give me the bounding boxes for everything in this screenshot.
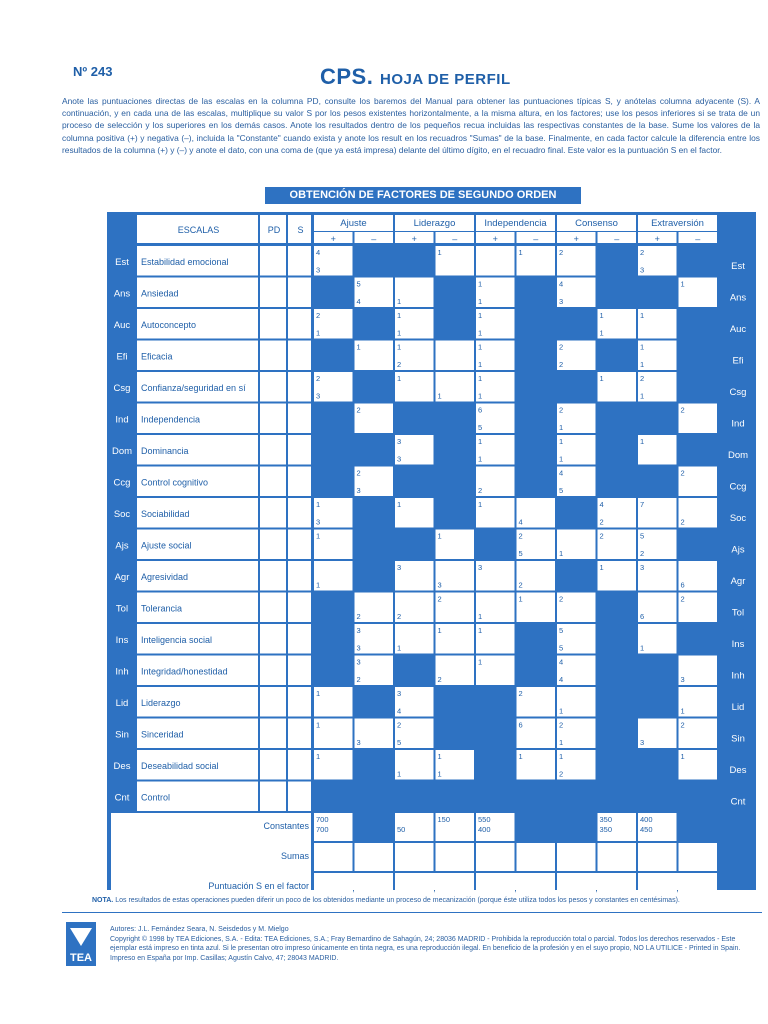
weight-upper: 1 — [478, 437, 483, 446]
weight-upper: 2 — [518, 531, 523, 541]
plus-header: + — [330, 234, 336, 244]
weight-upper: 1 — [437, 531, 442, 541]
form-number: Nº 243 — [73, 64, 113, 79]
weight-upper: 2 — [356, 468, 361, 478]
s-cell — [288, 561, 311, 591]
weight-lower: 2 — [356, 612, 361, 621]
weight-upper: 1 — [518, 752, 523, 761]
weight-upper: 1 — [640, 342, 645, 352]
weight-upper: 1 — [356, 342, 361, 352]
instructions: Anote las puntuaciones directas de las escalas en la columna PD, consulte los baremos del Manual para obtener las puntuaciones típicas S, y anótelas columna adyacente (S). A continuación, y en cada una de las escalas, multiplique su valor S por los pesos existentes horizontalmente, a la misma altura, en los factores; use los pesos inferiores si se trata de un proceso de selección y los superiores en los demás casos. Anote los resultados dentro de los pequeños recua incluidas las respectivas constantes de la base. Sume los valores de la columna positiva (+) y negativa (–), incluida la "Constante" cuando exista y anote los result en los recuadros "Sumas" de la base. Finalmente, en cada factor calcule la diferencia entre los resultados de la columna (+) y (–) y anote el dato, con una coma de (que ya está impresa) delante del último dígito, en el recuadro final. Este valor es la puntuación S en el factor. — [62, 96, 760, 155]
weight-upper: 1 — [559, 437, 564, 446]
row-code-right: Lid — [731, 701, 745, 713]
weight-upper: 3 — [397, 437, 402, 446]
header-escalas: ESCALAS — [177, 225, 220, 235]
weight-lower: 1 — [478, 297, 483, 306]
factor-header-2: Independencia — [484, 218, 547, 229]
row-code-left: Tol — [115, 603, 129, 615]
weight-upper: 1 — [478, 500, 483, 509]
tea-logo — [66, 922, 96, 966]
plus-header: + — [492, 234, 498, 244]
row-name: Tolerancia — [141, 603, 183, 614]
plus-header: + — [573, 234, 579, 244]
weight-lower: 1 — [478, 454, 483, 464]
weight-upper: 2 — [640, 374, 645, 383]
pd-cell — [260, 309, 286, 339]
title-sub: HOJA DE PERFIL — [379, 71, 511, 88]
row-name: Autoconcepto — [141, 319, 197, 330]
row-name: Deseabilidad social — [141, 760, 219, 771]
s-cell — [288, 624, 311, 654]
sum-cell — [355, 843, 394, 871]
weight-lower: 4 — [356, 297, 361, 306]
weight-upper: 2 — [559, 342, 564, 352]
weight-upper: 7 — [640, 500, 645, 509]
weight-upper: 1 — [316, 720, 321, 730]
s-cell — [288, 467, 311, 497]
row-name: Dominancia — [141, 445, 189, 456]
weight-lower: 5 — [478, 423, 483, 432]
row-name: Eficacia — [141, 351, 173, 362]
pd-cell — [260, 246, 286, 276]
row-code-left: Sin — [115, 729, 129, 741]
weight-upper: 2 — [640, 248, 645, 257]
factor-header-1: Liderazgo — [413, 218, 456, 229]
weight-upper: 5 — [356, 279, 361, 289]
sumas-label: Sumas — [280, 851, 309, 861]
weight-lower: 2 — [640, 549, 645, 558]
minus-header: – — [533, 234, 539, 244]
weight-lower: 3 — [397, 454, 402, 464]
weight-lower: 1 — [640, 391, 645, 401]
pd-cell — [260, 404, 286, 434]
pd-cell — [260, 435, 286, 465]
weight-lower: 2 — [518, 580, 523, 590]
note-label: NOTA. — [92, 897, 114, 904]
weight-cell — [476, 246, 515, 276]
credits — [110, 925, 760, 963]
weight-lower: 1 — [680, 706, 685, 716]
row-name: Sinceridad — [141, 729, 184, 740]
row-code-right: Cnt — [730, 796, 746, 808]
weight-lower: 2 — [478, 486, 483, 495]
weight-upper: 3 — [640, 563, 645, 572]
weight-lower: 1 — [397, 297, 402, 306]
row-code-right: Sin — [731, 733, 745, 745]
row-name: Sociabilidad — [141, 508, 190, 519]
row-code-right: Ccg — [729, 481, 747, 493]
weight-lower: 1 — [437, 769, 442, 779]
weight-upper: 1 — [316, 500, 321, 509]
row-name: Ansiedad — [141, 288, 179, 299]
row-name: Control cognitivo — [141, 477, 209, 488]
s-cell — [288, 278, 311, 308]
weight-lower: 3 — [316, 517, 321, 527]
s-cell — [288, 656, 311, 686]
row-name: Ajuste social — [141, 540, 192, 551]
constant-lower: 350 — [599, 825, 613, 834]
row-code-right: Est — [731, 260, 745, 272]
weight-upper: 2 — [559, 405, 564, 415]
row-code-right: Des — [729, 764, 747, 776]
row-code-left: Dom — [111, 445, 133, 457]
weight-upper: 3 — [356, 657, 361, 667]
weight-upper: 1 — [437, 752, 442, 761]
factor-header-0: Ajuste — [340, 218, 367, 229]
sum-cell — [395, 843, 434, 871]
score-comma: , — [514, 883, 517, 893]
weight-upper: 1 — [599, 563, 604, 572]
score-comma: , — [352, 883, 355, 893]
weight-upper: 1 — [518, 594, 523, 604]
row-code-left: Ajs — [115, 540, 129, 552]
sum-cell — [314, 843, 353, 871]
weight-upper: 4 — [559, 279, 564, 289]
minus-header: – — [371, 234, 377, 244]
weight-upper: 4 — [599, 500, 604, 509]
plus-header: + — [411, 234, 417, 244]
weight-upper: 4 — [559, 657, 564, 667]
weight-lower: 2 — [397, 360, 402, 369]
weight-lower: 2 — [356, 675, 361, 684]
weight-lower: 3 — [559, 297, 564, 306]
row-name: Liderazgo — [141, 697, 181, 708]
weight-upper: 1 — [680, 279, 685, 289]
weight-upper: 2 — [559, 594, 564, 604]
weight-upper: 2 — [437, 594, 442, 604]
sum-cell — [436, 843, 475, 871]
weight-lower: 1 — [559, 423, 564, 432]
weight-upper: 1 — [397, 342, 402, 352]
weight-lower: 1 — [478, 328, 483, 338]
authors: Autores: J.L. Fernández Seara, N. Seisdedos y M. Mielgo — [110, 926, 289, 933]
pd-cell — [260, 341, 286, 371]
constant-lower: 50 — [397, 825, 406, 834]
row-name: Inteligencia social — [141, 634, 213, 645]
note-text: Los resultados de estas operaciones pueden diferir un poco de los obtenidos mediante un proceso de mecanización (porque éste utiliza todos los pesos y constantes en centésimas). — [115, 897, 680, 904]
weight-lower: 1 — [478, 360, 483, 369]
constant-upper: 700 — [316, 815, 329, 824]
weight-lower: 3 — [437, 580, 442, 590]
weight-upper: 1 — [478, 279, 483, 289]
weight-upper: 4 — [316, 248, 321, 257]
weight-upper: 2 — [680, 594, 685, 604]
weight-lower: 1 — [437, 391, 442, 401]
minus-header: – — [695, 234, 701, 244]
row-code-right: Dom — [727, 449, 749, 461]
weight-lower: 4 — [518, 517, 523, 527]
s-cell — [288, 782, 311, 812]
row-code-left: Cnt — [114, 792, 130, 804]
row-code-left: Lid — [115, 697, 129, 709]
weight-upper: 6 — [478, 405, 483, 415]
weight-lower: 1 — [559, 454, 564, 464]
weight-upper: 1 — [478, 657, 483, 667]
row-code-right: Soc — [729, 512, 747, 524]
constant-lower: 400 — [478, 825, 491, 834]
row-code-left: Soc — [113, 508, 131, 520]
score-comma: , — [595, 883, 598, 893]
weight-upper: 2 — [680, 468, 685, 478]
weight-upper: 1 — [397, 311, 402, 320]
row-code-right: Efi — [732, 355, 744, 367]
weight-lower: 1 — [478, 612, 483, 621]
weight-upper: 1 — [316, 689, 321, 698]
row-code-left: Ans — [113, 288, 131, 300]
weight-upper: 3 — [478, 563, 483, 572]
weight-upper: 1 — [316, 531, 321, 541]
minus-header: – — [614, 234, 620, 244]
row-code-right: Ans — [729, 292, 747, 304]
plus-header: + — [654, 234, 660, 244]
weight-lower: 3 — [316, 391, 321, 401]
weight-lower: 3 — [356, 486, 361, 495]
pd-cell — [260, 782, 286, 812]
sum-cell — [476, 843, 515, 871]
weight-lower: 1 — [599, 328, 604, 338]
row-code-left: Csg — [113, 382, 131, 394]
row-name: Agresividad — [141, 571, 189, 582]
weight-upper: 1 — [316, 752, 321, 761]
weight-lower: 2 — [559, 769, 564, 779]
pd-cell — [260, 498, 286, 528]
header-s: S — [297, 225, 304, 235]
section-title: OBTENCIÓN DE FACTORES DE SEGUNDO ORDEN — [265, 187, 581, 204]
weight-lower: 1 — [559, 738, 564, 747]
weight-upper: 1 — [680, 752, 685, 761]
s-cell — [288, 593, 311, 623]
pd-cell — [260, 467, 286, 497]
pd-cell — [260, 278, 286, 308]
sum-cell — [557, 843, 596, 871]
weight-lower: 2 — [599, 517, 604, 527]
weight-upper: 1 — [640, 437, 645, 446]
weight-lower: 2 — [397, 612, 402, 621]
constant-upper: 400 — [640, 815, 653, 824]
score-comma: , — [433, 883, 436, 893]
pd-cell — [260, 656, 286, 686]
s-cell — [288, 372, 311, 402]
row-code-left: Ins — [115, 634, 129, 646]
s-cell — [288, 435, 311, 465]
row-code-left: Ind — [115, 414, 129, 426]
weight-upper: 2 — [559, 248, 564, 257]
pd-cell — [260, 687, 286, 717]
row-name: Control — [141, 792, 171, 803]
pd-cell — [260, 624, 286, 654]
puntuacion-label: Puntuación S en el factor — [208, 881, 309, 891]
weight-lower: 6 — [680, 580, 685, 590]
pd-cell — [260, 593, 286, 623]
weight-lower: 1 — [478, 391, 483, 401]
weight-upper: 1 — [599, 374, 604, 383]
constant-upper: 550 — [478, 815, 491, 824]
note — [92, 897, 768, 904]
weight-upper: 1 — [478, 374, 483, 383]
weight-upper: 2 — [559, 720, 564, 730]
weight-lower: 3 — [640, 265, 645, 275]
row-code-right: Ins — [731, 638, 745, 650]
s-cell — [288, 530, 311, 560]
row-name: Confianza/seguridad en sí — [141, 382, 246, 393]
weight-upper: 5 — [640, 531, 645, 541]
weight-lower: 3 — [640, 738, 645, 747]
pd-cell — [260, 561, 286, 591]
constant-lower: 450 — [640, 825, 653, 834]
s-cell — [288, 498, 311, 528]
sum-cell — [517, 843, 556, 871]
s-cell — [288, 246, 311, 276]
row-code-right: Agr — [730, 575, 746, 587]
weight-upper: 3 — [397, 689, 402, 698]
weight-upper: 2 — [316, 311, 321, 320]
weight-upper: 2 — [599, 531, 604, 541]
weight-lower: 5 — [397, 738, 402, 747]
weight-cell — [436, 341, 475, 371]
weight-lower: 2 — [559, 360, 564, 369]
weight-upper: 1 — [518, 248, 523, 257]
row-code-left: Efi — [116, 351, 128, 363]
weight-upper: 2 — [356, 405, 361, 415]
weight-upper: 1 — [559, 752, 564, 761]
sum-cell — [638, 843, 677, 871]
row-code-right: Inh — [731, 670, 745, 682]
constant-upper: 350 — [599, 815, 613, 824]
footer-divider — [62, 912, 762, 913]
weight-lower: 1 — [397, 643, 402, 653]
weight-lower: 3 — [680, 675, 685, 684]
weight-upper: 1 — [478, 342, 483, 352]
row-code-right: Csg — [729, 386, 747, 398]
pd-cell — [260, 530, 286, 560]
weight-upper: 2 — [316, 374, 321, 383]
row-name: Estabilidad emocional — [141, 256, 229, 267]
row-name: Independencia — [141, 414, 201, 425]
sum-cell — [598, 843, 637, 871]
weight-upper: 2 — [518, 689, 523, 698]
constant-upper: 150 — [437, 815, 451, 824]
row-code-left: Inh — [115, 666, 129, 678]
weight-upper: 3 — [356, 626, 361, 635]
pd-cell — [260, 372, 286, 402]
s-cell — [288, 404, 311, 434]
weight-lower: 1 — [397, 769, 402, 779]
minus-header: – — [452, 234, 458, 244]
score-comma: , — [676, 883, 679, 893]
weight-lower: 3 — [356, 738, 361, 747]
copyright: Copyright © 1998 by TEA Ediciones, S.A. - Edita: TEA Ediciones, S.A.; Fray Bernardino de Sahagún, 24; 28036 MADRID - Prohibida la reproducción total o parcial. Todos los derechos reservados - Este ejemplar está impreso en tinta azul. Si le presentan otro impreso únicamente en tinta negra, es una reproducción ilegal. En beneficio de la profesión y en el suyo propio, NO LA UTILICE - Printed in Spain. Impreso en España por Imp. Casillas; Agustín Calvo, 47; 28043 MADRID. — [110, 935, 741, 962]
logo-text: TEA — [70, 952, 92, 964]
row-code-left: Agr — [114, 571, 130, 583]
title-main: CPS. — [320, 64, 374, 89]
factor-header-3: Consenso — [575, 218, 618, 229]
weight-upper: 1 — [397, 500, 402, 509]
weight-lower: 1 — [559, 549, 564, 558]
row-name: Integridad/honestidad — [141, 666, 228, 677]
s-cell — [288, 687, 311, 717]
header-pd: PD — [267, 225, 281, 235]
weight-upper: 2 — [680, 720, 685, 730]
s-cell — [288, 719, 311, 749]
weight-upper: 1 — [478, 311, 483, 320]
weight-upper: 1 — [599, 311, 604, 320]
weight-lower: 4 — [397, 706, 402, 716]
row-code-left: Est — [115, 256, 129, 268]
row-code-right: Ajs — [731, 544, 745, 556]
weight-lower: 2 — [680, 517, 685, 527]
sum-cell — [679, 843, 718, 871]
weight-lower: 1 — [316, 328, 321, 338]
weight-lower: 1 — [640, 360, 645, 369]
constantes-label: Constantes — [263, 821, 309, 831]
weight-upper: 1 — [437, 248, 442, 257]
weight-upper: 5 — [559, 626, 564, 635]
s-cell — [288, 341, 311, 371]
weight-lower: 2 — [437, 675, 442, 684]
row-code-left: Ccg — [113, 477, 131, 489]
factor-header-4: Extraversión — [651, 218, 704, 229]
weight-upper: 1 — [397, 374, 402, 383]
weight-lower: 5 — [518, 549, 523, 558]
s-cell — [288, 750, 311, 780]
row-code-left: Auc — [113, 319, 131, 331]
weight-lower: 4 — [559, 675, 564, 684]
row-code-right: Auc — [729, 323, 747, 335]
weight-upper: 1 — [640, 311, 645, 320]
weight-lower: 1 — [559, 706, 564, 716]
row-code-left: Des — [113, 760, 131, 772]
weight-upper: 4 — [559, 468, 564, 478]
weight-lower: 3 — [316, 265, 321, 275]
row-code-right: Tol — [731, 607, 745, 619]
weight-lower: 5 — [559, 643, 564, 653]
weight-upper: 1 — [478, 626, 483, 635]
weight-lower: 3 — [356, 643, 361, 653]
weight-upper: 2 — [680, 405, 685, 415]
weight-upper: 3 — [397, 563, 402, 572]
pd-cell — [260, 719, 286, 749]
weight-lower: 1 — [397, 328, 402, 338]
weight-lower: 1 — [640, 643, 645, 653]
weight-upper: 1 — [437, 626, 442, 635]
row-code-right: Ind — [731, 418, 745, 430]
s-cell — [288, 309, 311, 339]
pd-cell — [260, 750, 286, 780]
weight-upper: 6 — [518, 720, 523, 730]
weight-lower: 5 — [559, 486, 564, 495]
weight-lower: 6 — [640, 612, 645, 621]
constant-lower: 700 — [316, 825, 329, 834]
weight-lower: 1 — [316, 580, 321, 590]
weight-upper: 2 — [397, 720, 402, 730]
